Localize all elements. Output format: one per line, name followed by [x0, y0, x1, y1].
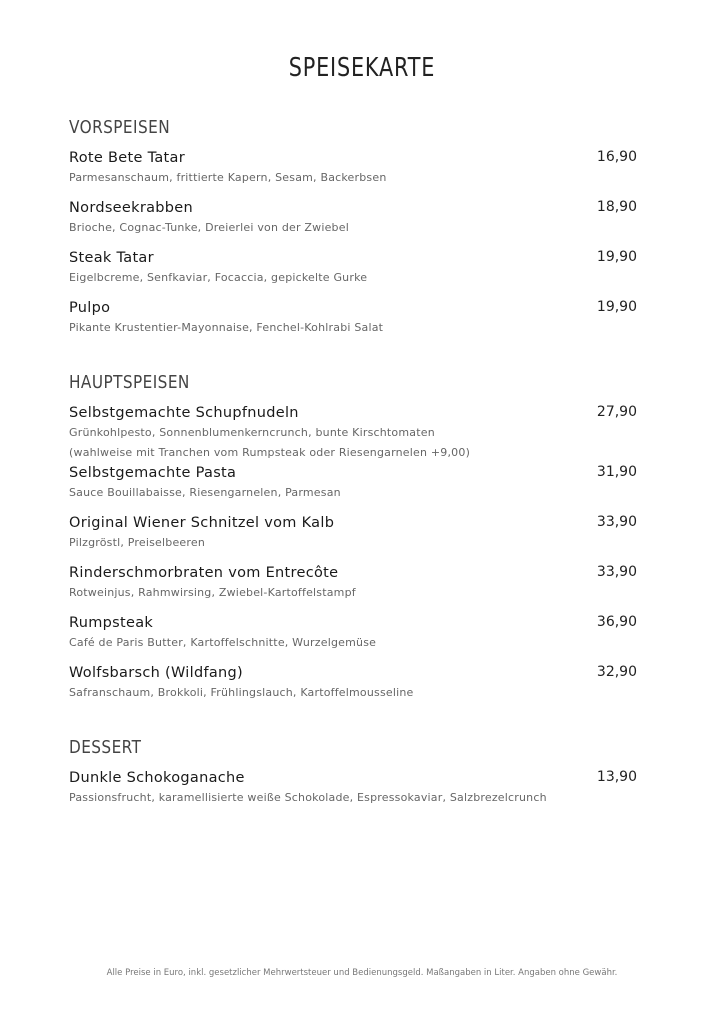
menu-title: SPEISEKARTE	[288, 53, 436, 84]
menu-item	[69, 663, 637, 713]
menu-item	[69, 248, 637, 298]
item-description: Brioche, Cognac-Tunke, Dreierlei von der Zwiebel	[69, 221, 349, 234]
menu-section-dessert	[69, 737, 637, 818]
item-price: 19,90	[596, 249, 637, 265]
section-heading: HAUPTSPEISEN	[69, 372, 190, 393]
menu-item	[69, 613, 637, 663]
item-name: Rinderschmorbraten vom Entrecôte	[69, 565, 339, 581]
menu-content	[69, 117, 637, 842]
item-description: Café de Paris Butter, Kartoffelschnitte, Wurzelgemüse	[69, 636, 377, 649]
item-description: Eigelbcreme, Senfkaviar, Focaccia, gepickelte Gurke	[69, 271, 368, 284]
footer-note: Alle Preise in Euro, inkl. gesetzlicher Mehrwertsteuer und Bedienungsgeld. Maßangaben in Liter. Angaben ohne Gewähr.	[106, 968, 618, 978]
item-name: Rumpsteak	[69, 615, 154, 631]
item-name: Rote Bete Tatar	[69, 150, 185, 166]
menu-section-vorspeisen	[69, 117, 637, 348]
item-price: 18,90	[596, 199, 637, 215]
item-name: Nordseekrabben	[69, 200, 193, 216]
item-price: 31,90	[596, 464, 637, 480]
menu-item	[69, 298, 637, 348]
item-name: Selbstgemachte Pasta	[69, 465, 237, 481]
item-price: 36,90	[596, 614, 637, 630]
item-name: Dunkle Schokoganache	[69, 770, 245, 786]
menu-section-hauptspeisen	[69, 372, 637, 713]
item-description: Grünkohlpesto, Sonnenblumenkerncrunch, bunte Kirschtomaten	[69, 426, 435, 439]
item-price: 16,90	[596, 149, 637, 165]
menu-item	[69, 463, 637, 513]
menu-item	[69, 563, 637, 613]
menu-item	[69, 198, 637, 248]
section-heading: VORSPEISEN	[69, 117, 171, 138]
section-heading: DESSERT	[69, 737, 142, 758]
menu-item	[69, 513, 637, 563]
item-description: Passionsfrucht, karamellisierte weiße Schokolade, Espressokaviar, Salzbrezelcrunch	[69, 791, 547, 804]
item-price: 13,90	[596, 769, 637, 785]
item-name: Selbstgemachte Schupfnudeln	[69, 405, 299, 421]
item-description: Rotweinjus, Rahmwirsing, Zwiebel-Kartoffelstampf	[69, 586, 356, 599]
item-name: Wolfsbarsch (Wildfang)	[69, 665, 244, 681]
item-description: Pikante Krustentier-Mayonnaise, Fenchel-Kohlrabi Salat	[69, 321, 384, 334]
menu-item	[69, 403, 637, 463]
item-name: Steak Tatar	[69, 250, 154, 266]
item-price: 32,90	[596, 664, 637, 680]
item-description: Sauce Bouillabaisse, Riesengarnelen, Parmesan	[69, 486, 341, 499]
item-price: 27,90	[596, 404, 637, 420]
item-price: 19,90	[596, 299, 637, 315]
item-price: 33,90	[596, 564, 637, 580]
item-description: Safranschaum, Brokkoli, Frühlingslauch, Kartoffelmousseline	[69, 686, 414, 699]
item-description: Pilzgröstl, Preiselbeeren	[69, 536, 206, 549]
menu-item	[69, 768, 637, 818]
menu-item	[69, 148, 637, 198]
item-description: Parmesanschaum, frittierte Kapern, Sesam, Backerbsen	[69, 171, 387, 184]
item-name: Original Wiener Schnitzel vom Kalb	[69, 515, 335, 531]
item-description: (wahlweise mit Tranchen vom Rumpsteak oder Riesengarnelen +9,00)	[69, 446, 471, 459]
item-name: Pulpo	[69, 300, 111, 316]
item-price: 33,90	[596, 514, 637, 530]
